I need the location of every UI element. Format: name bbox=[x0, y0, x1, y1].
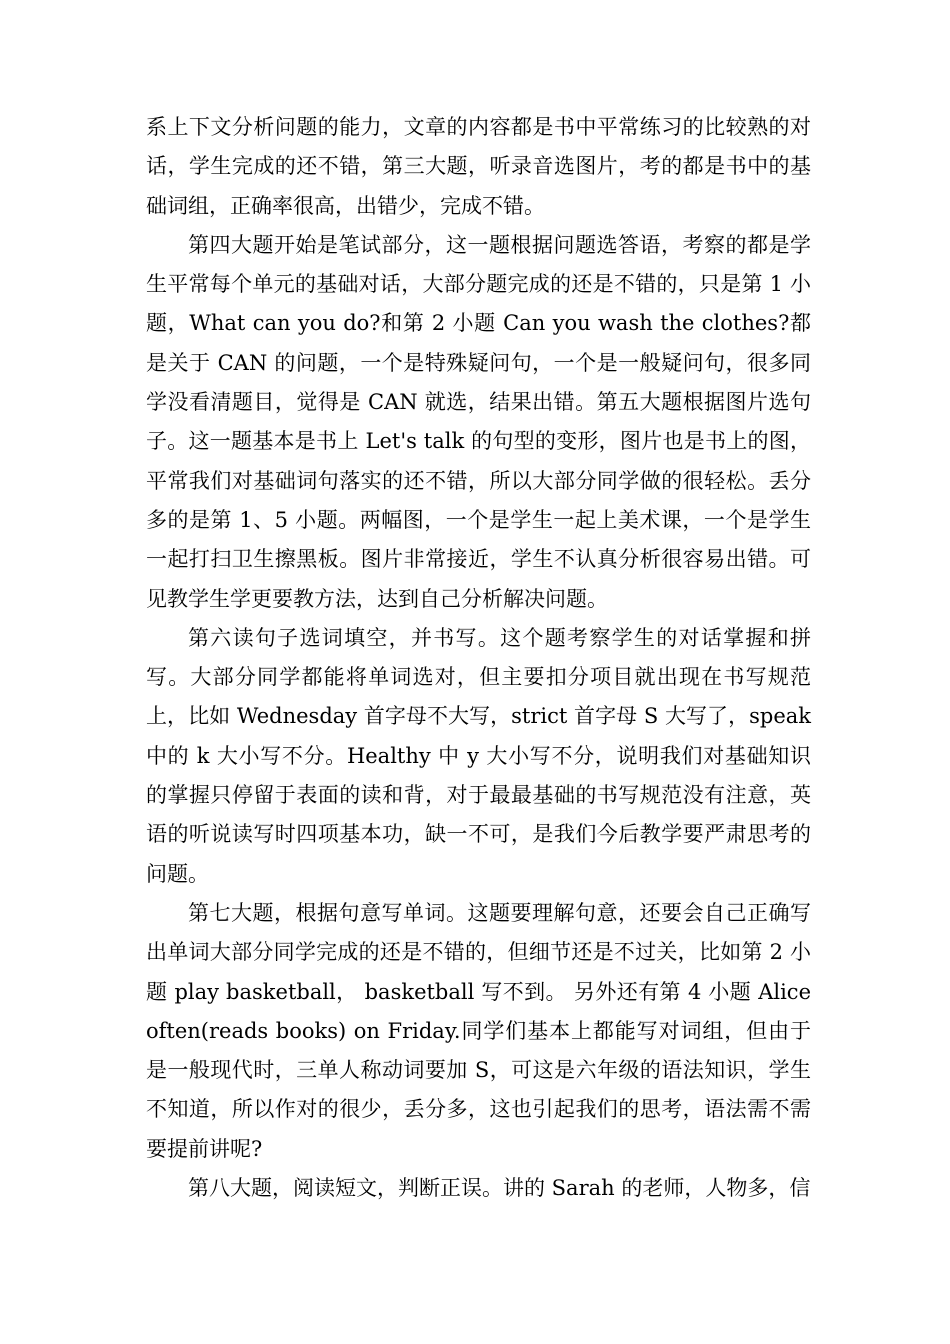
document-body bbox=[146, 108, 811, 1208]
paragraph-section-six: 第六读句子选词填空，并书写。这个题考察学生的对话掌握和拼写。大部分同学都能将单词选对，但主要扣分项目就出现在书写规范上，比如 Wednesday 首字母不大写，strict 首字母 S 大写了，speak 中的 k 大小写不分。Healthy 中 y 大小写不分，说明我们对基础知识的掌握只停留于表面的读和背，对于最最基础的书写规范没有注意，英语的听说读写时四项基本功，缺一不可，是我们今后教学要严肃思考的问题。 bbox=[146, 625, 811, 886]
paragraph-listening-summary: 系上下文分析问题的能力，文章的内容都是书中平常练习的比较熟的对话，学生完成的还不错，第三大题，听录音选图片，考的都是书中的基础词组，正确率很高，出错少，完成不错。 bbox=[146, 115, 811, 218]
paragraph-section-four-five: 第四大题开始是笔试部分，这一题根据问题选答语，考察的都是学生平常每个单元的基础对话，大部分题完成的还是不错的，只是第 1 小题，What can you do?和第 2 小题 Can you wash the clothes?都是关于 CAN 的问题，一个是特殊疑问句，一个是一般疑问句，很多同学没看清题目，觉得是 CAN 就选，结果出错。第五大题根据图片选句子。这一题基本是书上 Let's talk 的句型的变形，图片也是书上的图，平常我们对基础词句落实的还不错，所以大部分同学做的很轻松。丢分多的是第 1、5 小题。两幅图，一个是学生一起上美术课，一个是学生一起打扫卫生擦黑板。图片非常接近，学生不认真分析很容易出错。可见教学生学更要教方法，达到自己分析解决问题。 bbox=[146, 232, 811, 611]
paragraph-section-seven: 第七大题，根据句意写单词。这题要理解句意，还要会自己正确写出单词大部分同学完成的还是不错的，但细节还是不过关，比如第 2 小题 play basketball， basketball 写不到。 另外还有第 4 小题 Alice often(reads books) on Friday.同学们基本上都能写对词组，但由于是一般现代时，三单人称动词要加 S，可这是六年级的语法知识，学生不知道，所以作对的很少，丢分多，这也引起我们的思考，语法需不需要提前讲呢? bbox=[146, 900, 811, 1161]
paragraph-section-eight: 第八大题，阅读短文，判断正误。讲的 Sarah 的老师，人物多，信 bbox=[188, 1176, 811, 1201]
